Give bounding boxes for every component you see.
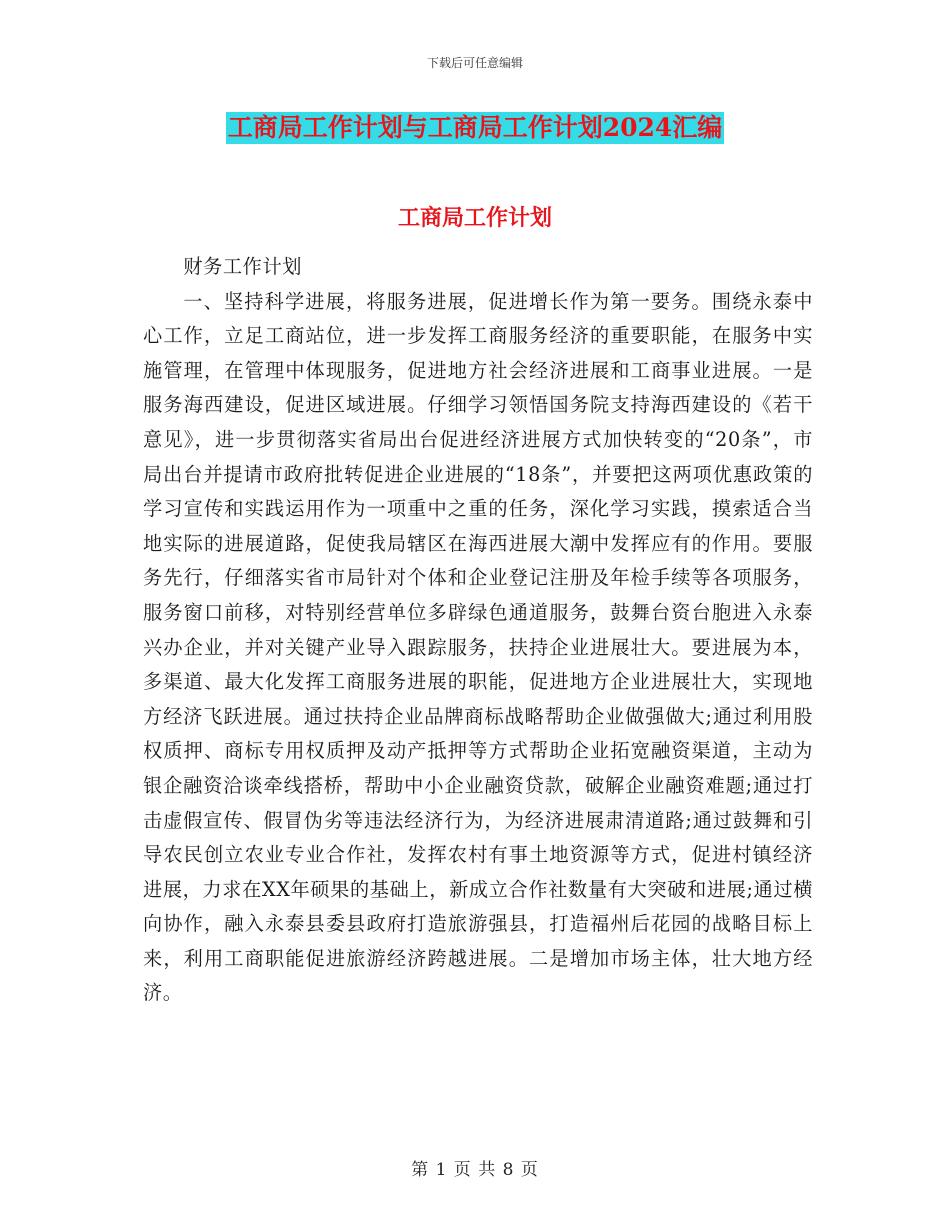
page-number: 第 1 页 共 8 页 [411, 1160, 539, 1180]
header-note: 下载后可任意编辑 [426, 56, 523, 70]
document-title-text: 工商局工作计划与工商局工作计划2024汇编 [227, 113, 723, 142]
paragraph-heading: 财务工作计划 [183, 255, 303, 278]
document-body [143, 250, 813, 1011]
document-title [0, 112, 950, 144]
paragraph: 一、坚持科学进展，将服务进展，促进增长作为第一要务。围绕永泰中心工作，立足工商站位，进一步发挥工商服务经济的重要职能，在服务中实施管理，在管理中体现服务，促进地方社会经济进展和工商事业进展。一是服务海西建设，促进区域进展。仔细学习领悟国务院支持海西建设的《若干意见》，进一步贯彻落实省局出台促进经济进展方式加快转变的“20条”，市局出台并提请市政府批转促进企业进展的“18条”，并要把这两项优惠政策的学习宣传和实践运用作为一项重中之重的任务，深化学习实践，摸索适合当地实际的进展道路，促使我局辖区在海西进展大潮中发挥应有的作用。要服务先行，仔细落实省市局针对个体和企业登记注册及年检手续等各项服务，服务窗口前移，对特别经营单位多辟绿色通道服务，鼓舞台资台胞进入永泰兴办企业，并对关键产业导入跟踪服务，扶持企业进展壮大。要进展为本，多渠道、最大化发挥工商服务进展的职能，促进地方企业进展壮大，实现地方经济飞跃进展。通过扶持企业品牌商标战略帮助企业做强做大;通过利用股权质押、商标专用权质押及动产抵押等方式帮助企业拓宽融资渠道，主动为银企融资洽谈牵线搭桥，帮助中小企业融资贷款，破解企业融资难题;通过打击虚假宣传、假冒伪劣等违法经济行为，为经济进展肃清道路;通过鼓舞和引导农民创立农业专业合作社，发挥农村有事土地资源等方式，促进村镇经济进展，力求在XX年硕果的基础上，新成立合作社数量有大突破和进展;通过横向协作，融入永泰县委县政府打造旅游强县，打造福州后花园的战略目标上来，利用工商职能促进旅游经济跨越进展。二是增加市场主体，壮大地方经济。 [143, 289, 813, 1005]
section-title: 工商局工作计划 [397, 205, 552, 231]
